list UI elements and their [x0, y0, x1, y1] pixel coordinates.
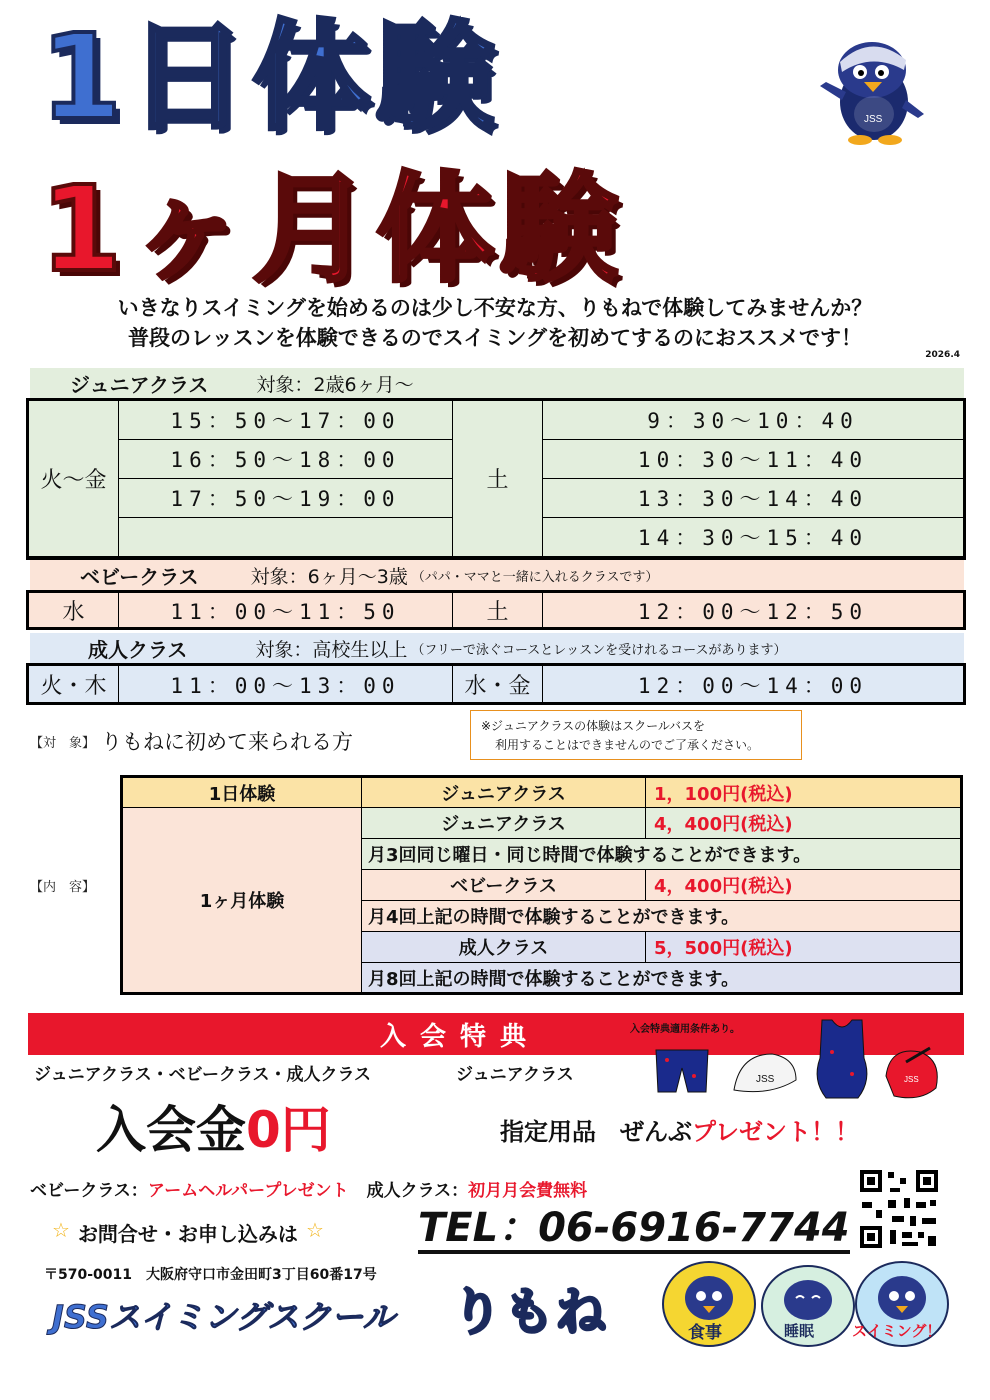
junior-weekday-time: 17：50～19：00	[119, 479, 453, 518]
penguin-mascot-icon	[812, 22, 932, 147]
baby-benefit-value: アームヘルパープレゼント	[147, 1181, 349, 1201]
note-line-2: 利用することはできませんのでご了承ください。	[495, 737, 760, 752]
entry-fee-value: 0円	[246, 1101, 331, 1159]
adult-target: 対象：高校生以上	[255, 638, 408, 661]
junior-weekday-time: 16：50～18：00	[119, 440, 453, 479]
intro-line-2: 普段のレッスンを体験できるのでスイミングを初めてするのにおススメです！	[128, 326, 862, 350]
brand-logo: りもね	[452, 1283, 608, 1341]
school-name: JSSスイミングスクール	[52, 1298, 395, 1336]
svg-text:JSS: JSS	[756, 1074, 775, 1085]
one-day-label: 1日体験	[122, 777, 362, 808]
benefit-condition: 入会特典適用条件あり。	[630, 1024, 740, 1035]
junior-weekday-time	[119, 518, 453, 557]
adult-day-2: 水・金	[453, 666, 543, 704]
one-month-label: 1ヶ月体験	[122, 808, 362, 994]
price-class: ベビークラス	[362, 870, 646, 901]
adult-time-1: 11：00～13：00	[119, 666, 453, 704]
benefit-banner-text: 入会特典	[380, 1022, 541, 1052]
baby-class-name: ベビークラス	[80, 564, 199, 589]
contact-label-row	[52, 1218, 324, 1247]
swim-bag-icon	[880, 1036, 944, 1106]
adult-header	[30, 633, 964, 663]
price-desc: 月4回上記の時間で体験することができます。	[362, 901, 962, 932]
target-row	[30, 726, 353, 756]
price-desc: 月3回同じ曜日・同じ時間で体験することができます。	[362, 839, 962, 870]
headline-one-day: 1日体験	[40, 8, 501, 146]
baby-target: 対象：6ヶ月～3歳	[250, 565, 408, 588]
price-table	[120, 775, 963, 995]
target-text: りもねに初めて来られる方	[101, 730, 354, 754]
headline-one-month: 1ヶ月体験	[40, 160, 625, 298]
adult-class-name: 成人クラス	[88, 637, 188, 662]
price-class: ジュニアクラス	[362, 808, 646, 839]
price-class: 成人クラス	[362, 932, 646, 963]
benefit-left-classes: ジュニアクラス・ベビークラス・成人クラス	[34, 1065, 371, 1085]
baby-schedule-table	[28, 592, 964, 629]
adult-time-2: 12：00～14：00	[543, 666, 964, 704]
junior-sat-label: 土	[453, 401, 543, 557]
entry-fee-label: 入会金	[96, 1101, 246, 1159]
content-label: 【内 容】	[30, 880, 96, 895]
junior-class-name: ジュニアクラス	[70, 372, 209, 397]
baby-day-1: 水	[29, 593, 119, 629]
baby-time-1: 11：00～11：50	[119, 593, 453, 629]
baby-note: （パパ・ママと一緒に入れるクラスです）	[411, 569, 659, 585]
price-value: 5，500円(税込)	[646, 932, 962, 963]
contact-label: お問合せ・お申し込みは	[77, 1222, 298, 1246]
price-value: 4，400円(税込)	[646, 870, 962, 901]
junior-sat-time: 10：30～11：40	[543, 440, 964, 479]
junior-weekday-label: 火～金	[29, 401, 119, 557]
junior-sat-time: 13：30～14：40	[543, 479, 964, 518]
address: 〒570-0011 大阪府守口市金田町3丁目60番17号	[44, 1267, 377, 1283]
note-line-1: ※ジュニアクラスの体験はスクールバスを	[481, 719, 706, 733]
swim-cap-icon	[730, 1050, 800, 1096]
print-date: 2026.4	[925, 350, 960, 360]
svg-text:JSS: JSS	[864, 114, 883, 125]
baby-day-2: 土	[453, 593, 543, 629]
star-icon: ☆	[52, 1218, 70, 1242]
slogan-swim: スイミング！	[852, 1322, 942, 1340]
adult-benefit-value: 初月月会費無料	[468, 1181, 588, 1201]
baby-benefit-label: ベビークラス：	[30, 1181, 148, 1201]
benefit-right-class: ジュニアクラス	[456, 1065, 574, 1085]
junior-sat-time: 14：30～15：40	[543, 518, 964, 557]
class-benefits	[30, 1176, 587, 1201]
star-icon: ☆	[305, 1218, 324, 1242]
gift-label: 指定用品 ぜんぶ	[500, 1118, 692, 1146]
slogan-eat: 食事	[688, 1323, 722, 1343]
school-bus-note	[470, 710, 802, 760]
adult-schedule-table	[28, 665, 964, 704]
svg-text:JSS: JSS	[904, 1075, 919, 1084]
junior-weekday-time: 15：50～17：00	[119, 401, 453, 440]
swimsuit-icon	[806, 1018, 878, 1100]
junior-target: 対象：2歳6ヶ月～	[256, 373, 414, 396]
entry-fee	[96, 1090, 331, 1162]
intro-line-1: いきなりスイミングを始めるのは少し不安な方、りもねで体験してみませんか？	[117, 296, 873, 320]
price-value: 1，100円(税込)	[646, 777, 962, 808]
price-desc: 月8回上記の時間で体験することができます。	[362, 963, 962, 994]
slogan-sleep: 睡眠	[784, 1322, 815, 1340]
junior-header	[30, 368, 964, 398]
adult-benefit-label: 成人クラス：	[366, 1181, 469, 1201]
baby-time-2: 12：00～12：50	[543, 593, 964, 629]
qr-code-icon	[856, 1166, 942, 1252]
target-label: 【対 象】	[30, 735, 96, 751]
gift-value: プレゼント！！	[692, 1118, 860, 1146]
price-class: ジュニアクラス	[362, 777, 646, 808]
junior-sat-time: 9：30～10：40	[543, 401, 964, 440]
gift-line	[500, 1112, 859, 1147]
price-value: 4，400円(税込)	[646, 808, 962, 839]
adult-day-1: 火・木	[29, 666, 119, 704]
adult-note: （フリーで泳ぐコースとレッスンを受けれるコースがあります）	[411, 642, 787, 658]
phone-number[interactable]: TEL：06-6916-7744	[418, 1206, 850, 1254]
swim-pants-icon	[652, 1046, 712, 1096]
baby-header	[30, 560, 964, 590]
junior-schedule-table	[28, 400, 964, 557]
